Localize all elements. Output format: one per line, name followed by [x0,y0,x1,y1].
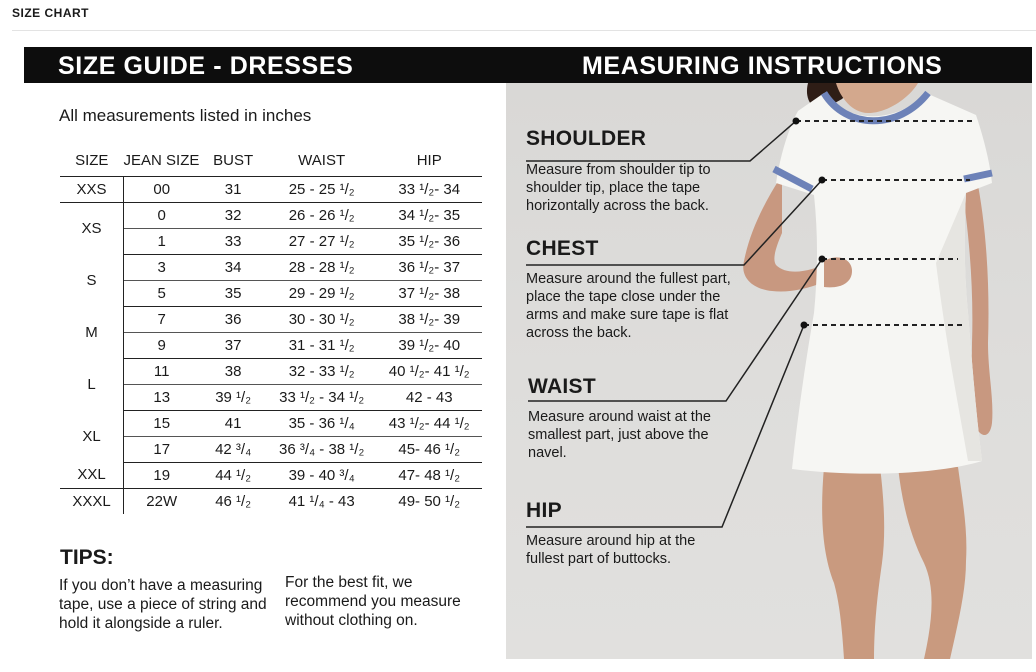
tips-title: TIPS: [60,546,114,569]
table-row [60,202,482,228]
jean-size-cell: 00 [124,176,200,202]
chest-text: Measure around the fullest part, place the tape close under the arms and make sure tape is flat across the back. [526,271,731,341]
bust-cell: 33 [199,228,266,254]
waist-text: Measure around waist at the smallest part, just above the navel. [528,409,711,461]
size-guide-title: SIZE GUIDE - DRESSES [58,52,354,80]
bust-cell: 41 [199,410,266,436]
tip-best-fit: For the best fit, we recommend you measure without clothing on. [285,574,461,629]
table-row [60,462,482,488]
waist-dot [819,256,826,263]
table-row [60,280,482,306]
jean-size-cell: 7 [124,306,200,332]
table-row [60,306,482,332]
chest-dot [819,177,826,184]
table-row [60,254,482,280]
hip-cell: 36 ¹/₂- 37 [376,254,482,280]
waist-cell: 27 - 27 ¹/₂ [267,228,377,254]
waist-cell: 33 ¹/₂ - 34 ¹/₂ [267,384,377,410]
waist-cell: 30 - 30 ¹/₂ [267,306,377,332]
bust-cell: 31 [199,176,266,202]
hip-cell: 45- 46 ¹/₂ [376,436,482,462]
jean-size-cell: 1 [124,228,200,254]
table-row [60,384,482,410]
tip-measuring-tape: If you don’t have a measuring tape, use a piece of string and hold it alongside a ruler. [59,577,267,632]
waist-cell: 26 - 26 ¹/₂ [267,202,377,228]
waist-cell: 35 - 36 ¹/₄ [267,410,377,436]
hip-cell: 39 ¹/₂- 40 [376,332,482,358]
bust-cell: 35 [199,280,266,306]
table-header-row [60,146,482,176]
bust-cell: 38 [199,358,266,384]
waist-cell: 25 - 25 ¹/₂ [267,176,377,202]
left-leg-shape [822,467,884,659]
size-cell: XXXL [60,488,124,514]
hip-text: Measure around hip at the fullest part of buttocks. [526,533,696,567]
hip-cell: 37 ¹/₂- 38 [376,280,482,306]
bust-cell: 32 [199,202,266,228]
table-row [60,228,482,254]
size-cell: XXS [60,176,124,202]
waist-cell: 32 - 33 ¹/₂ [267,358,377,384]
bust-cell: 42 ³/₄ [199,436,266,462]
size-cell: XL [60,410,124,462]
size-cell: XXL [60,462,124,488]
waist-cell: 28 - 28 ¹/₂ [267,254,377,280]
size-cell: L [60,358,124,410]
bust-cell: 37 [199,332,266,358]
jean-size-cell: 19 [124,462,200,488]
table-row [60,358,482,384]
jean-size-cell: 5 [124,280,200,306]
title-banner [24,47,1032,83]
jean-size-cell: 13 [124,384,200,410]
jean-size-cell: 0 [124,202,200,228]
bust-cell: 44 ¹/₂ [199,462,266,488]
table-row [60,176,482,202]
hip-cell: 40 ¹/₂- 41 ¹/₂ [376,358,482,384]
bust-cell: 34 [199,254,266,280]
shoulder-text: Measure from shoulder tip to shoulder tip, place the tape horizontally across the back. [526,162,711,214]
column-header-jean-size: JEAN SIZE [124,146,200,176]
jean-size-cell: 17 [124,436,200,462]
column-header-waist: WAIST [267,146,377,176]
jean-size-cell: 11 [124,358,200,384]
hip-cell: 49- 50 ¹/₂ [398,492,461,510]
waist-cell: 41 ¹/₄ - 43 [288,492,355,510]
jean-size-cell: 22W [146,492,178,510]
jean-size-cell: 15 [124,410,200,436]
hip-cell: 33 ¹/₂- 34 [376,176,482,202]
shoulder-dot [793,118,800,125]
jean-size-cell: 9 [124,332,200,358]
size-cell: XS [60,202,124,254]
waist-cell: 36 ³/₄ - 38 ¹/₂ [267,436,377,462]
units-note: All measurements listed in inches [59,106,312,125]
waist-cell: 39 - 40 ³/₄ [267,462,377,488]
waist-title: WAIST [528,375,596,398]
hip-cell: 42 - 43 [376,384,482,410]
size-chart-label: SIZE CHART [12,6,89,20]
hip-cell: 34 ¹/₂- 35 [376,202,482,228]
right-leg-shape [898,467,966,659]
column-header-size: SIZE [60,146,124,176]
table-row [60,436,482,462]
waist-cell: 29 - 29 ¹/₂ [267,280,377,306]
chest-title: CHEST [526,237,599,260]
bust-cell: 36 [199,306,266,332]
bust-cell: 39 ¹/₂ [199,384,266,410]
size-table-body [60,176,482,514]
header-divider [12,30,1036,31]
bust-cell: 46 ¹/₂ [215,492,252,510]
table-row [60,410,482,436]
waist-cell: 31 - 31 ¹/₂ [267,332,377,358]
column-header-bust: BUST [199,146,266,176]
size-cell: M [60,306,124,358]
hip-cell: 43 ¹/₂- 44 ¹/₂ [376,410,482,436]
hip-cell: 38 ¹/₂- 39 [376,306,482,332]
model-photo-panel [506,83,1032,659]
size-cell: S [60,254,124,306]
hip-cell: 47- 48 ¹/₂ [376,462,482,488]
table-row [60,332,482,358]
shoulder-title: SHOULDER [526,127,647,150]
column-header-hip: HIP [376,146,482,176]
size-table [60,146,482,514]
table-row [60,488,482,514]
hip-cell: 35 ¹/₂- 36 [376,228,482,254]
hip-title: HIP [526,499,562,522]
hip-dot [801,322,808,329]
measuring-instructions-title: MEASURING INSTRUCTIONS [582,52,943,80]
jean-size-cell: 3 [124,254,200,280]
